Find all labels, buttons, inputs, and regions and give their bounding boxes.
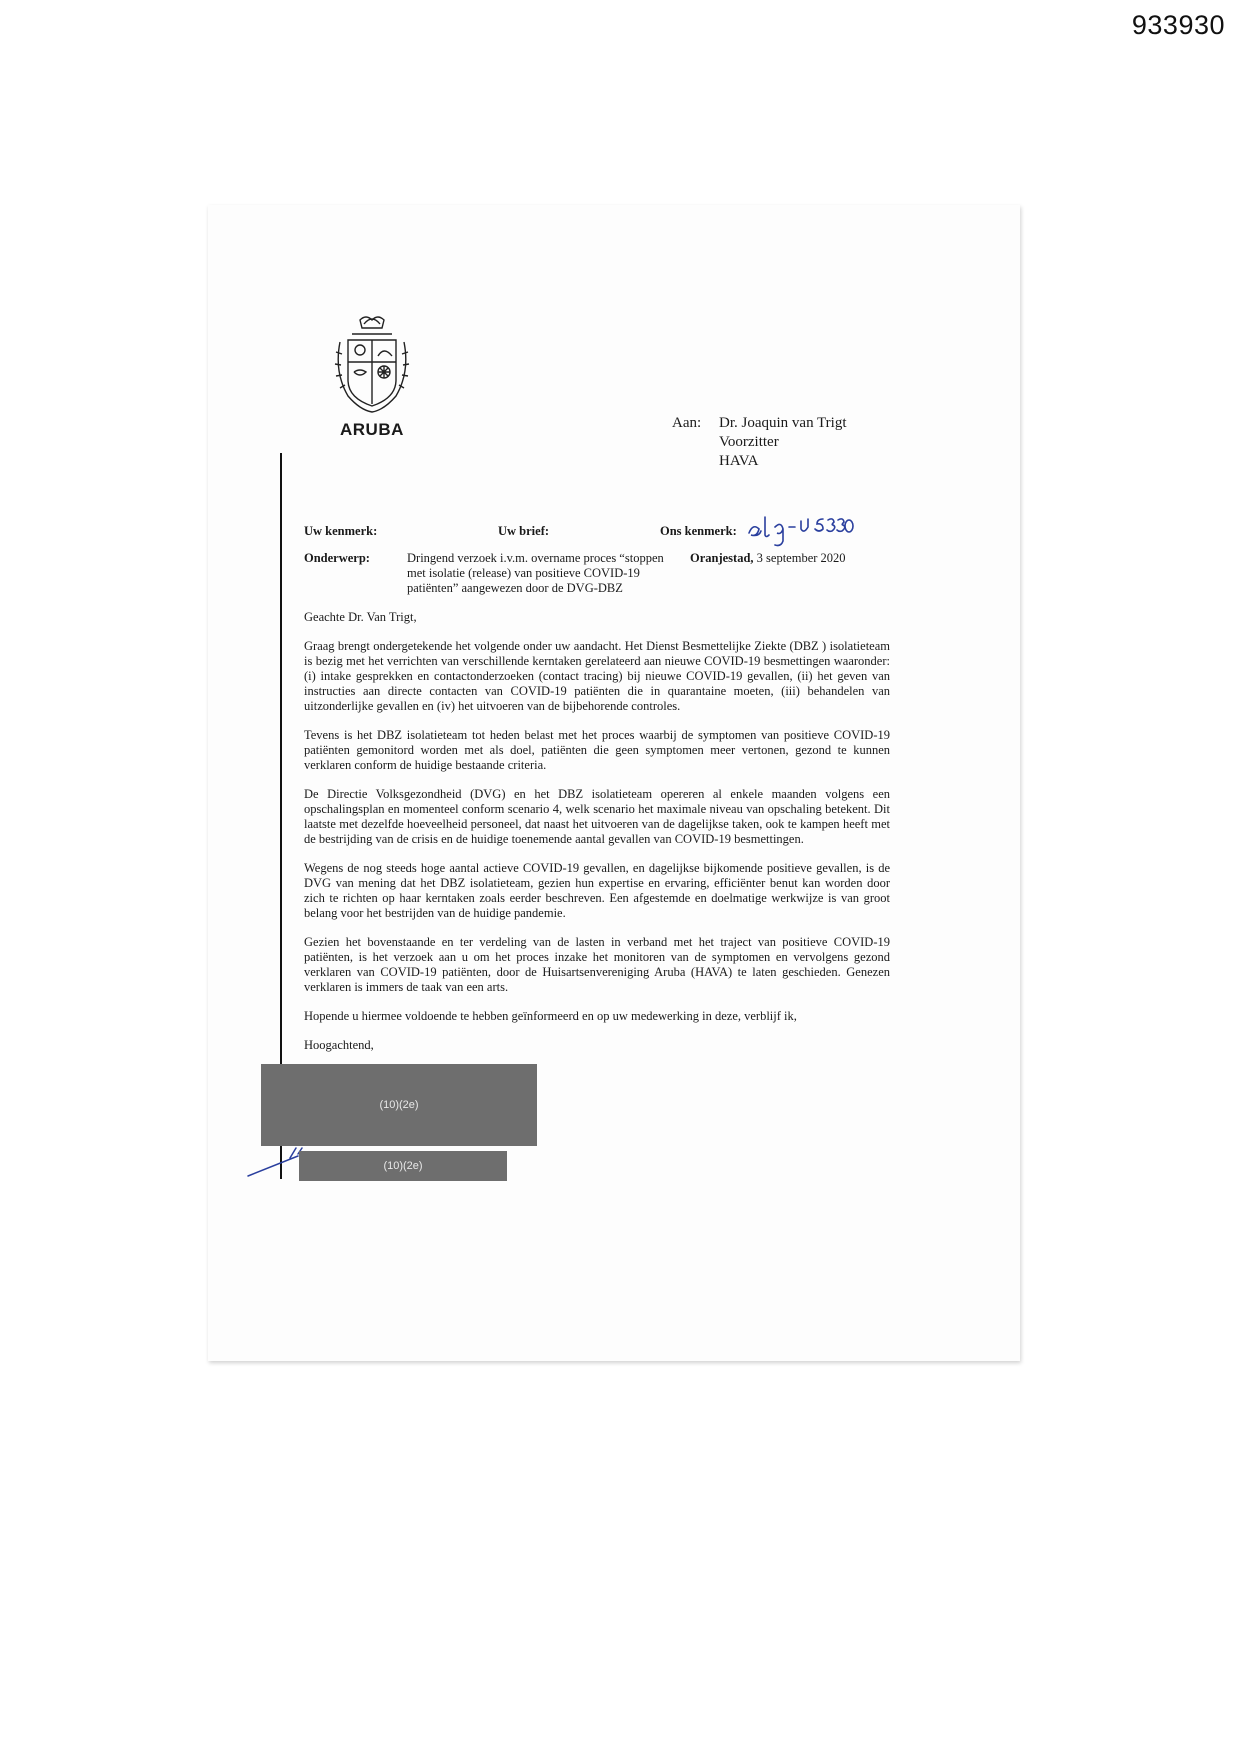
subject-label: Onderwerp: — [304, 551, 370, 565]
body-paragraph: Graag brengt ondergetekende het volgende onder uw aandacht. Het Dienst Besmettelijke Ziekte (DBZ ) isolatieteam is bezig met het verrichten van verschillende kerntaken gerelateerd aan nieuwe COVID-19 besmettingen waaronder: (i) intake gesprekken en contactonderzoeken (contact tracing) bij nieuwe COVID-19 gevallen, (ii) het geven van instructies aan directe contacten van COVID-19 patiënten die in quarantaine moeten, (iii) behandelen van uitzonderlijke gevallen en (iv) het uitvoeren van de bijbehorende controles. — [304, 639, 890, 713]
letter-body — [304, 610, 890, 1067]
redaction-box: (10)(2e) — [261, 1064, 537, 1146]
addressee-label: Aan: — [672, 415, 702, 431]
letterhead-country: ARUBA — [340, 420, 404, 439]
place-date — [690, 551, 846, 566]
redaction-box: (10)(2e) — [299, 1151, 507, 1181]
aruba-coat-of-arms-icon — [330, 312, 414, 416]
addressee-line: Voorzitter — [719, 434, 779, 450]
closing: Hoogachtend, — [304, 1038, 374, 1052]
body-paragraph: Tevens is het DBZ isolatieteam tot heden belast met het proces waarbij de symptomen van positieve COVID-19 patiënten gemonitord worden met als doel, patiënten die geen symptomen meer vertonen, gezond te kunnen verklaren conform de huidige bestaande criteria. — [304, 728, 890, 772]
handwritten-reference — [745, 511, 855, 547]
addressee-line: Dr. Joaquin van Trigt — [719, 415, 847, 431]
uw-brief-label: Uw brief: — [498, 524, 550, 538]
salutation: Geachte Dr. Van Trigt, — [304, 610, 417, 624]
document-number: 933930 — [1131, 10, 1225, 40]
body-paragraph: Hopende u hiermee voldoende te hebben geïnformeerd en op uw medewerking in deze, verblijf ik, — [304, 1009, 797, 1023]
body-paragraph: Gezien het bovenstaande en ter verdeling van de lasten in verband met het traject van positieve COVID-19 patiënten, is het verzoek aan u om het proces inzake het monitoren van de symptomen en vervolgens gezond verklaren van COVID-19 patiënten, door de Huisartsenvereniging Aruba (HAVA) te laten geschieden. Genezen verklaren is immers de taak van een arts. — [304, 935, 890, 994]
ons-kenmerk-label: Ons kenmerk: — [660, 524, 737, 538]
subject-text: Dringend verzoek i.v.m. overname proces “stoppen met isolatie (release) van positieve COVID-19 patiënten” aangewezen door de DVG-DBZ — [407, 551, 664, 595]
body-paragraph: De Directie Volksgezondheid (DVG) en het DBZ isolatieteam opereren al enkele maanden volgens een opschalingsplan en momenteel conform scenario 4, welk scenario het maximale niveau van opschaling betekent. Dit laatste met dezelfde hoeveelheid personeel, dat naast het uitvoeren van de dagelijkse taken, ook te kampen heeft met de bestrijding van de crisis en de huidige toenemende aantal gevallen van COVID-19 besmettingen. — [304, 787, 890, 846]
addressee-line: HAVA — [719, 453, 759, 469]
date: 3 september 2020 — [756, 551, 846, 565]
body-paragraph: Wegens de nog steeds hoge aantal actieve COVID-19 gevallen, en dagelijkse bijkomende positieve gevallen, is de DVG van mening dat het DBZ isolatieteam, gezien hun expertise en ervaring, efficiënter benut kan worden door zich te richten op haar kerntaken zoals eerder beschreven. Een afgestemde en doelmatige werkwijze is van groot belang voor het bestrijden van de huidige pandemie. — [304, 861, 890, 920]
place: Oranjestad, — [690, 551, 754, 565]
uw-kenmerk-label: Uw kenmerk: — [304, 524, 378, 538]
